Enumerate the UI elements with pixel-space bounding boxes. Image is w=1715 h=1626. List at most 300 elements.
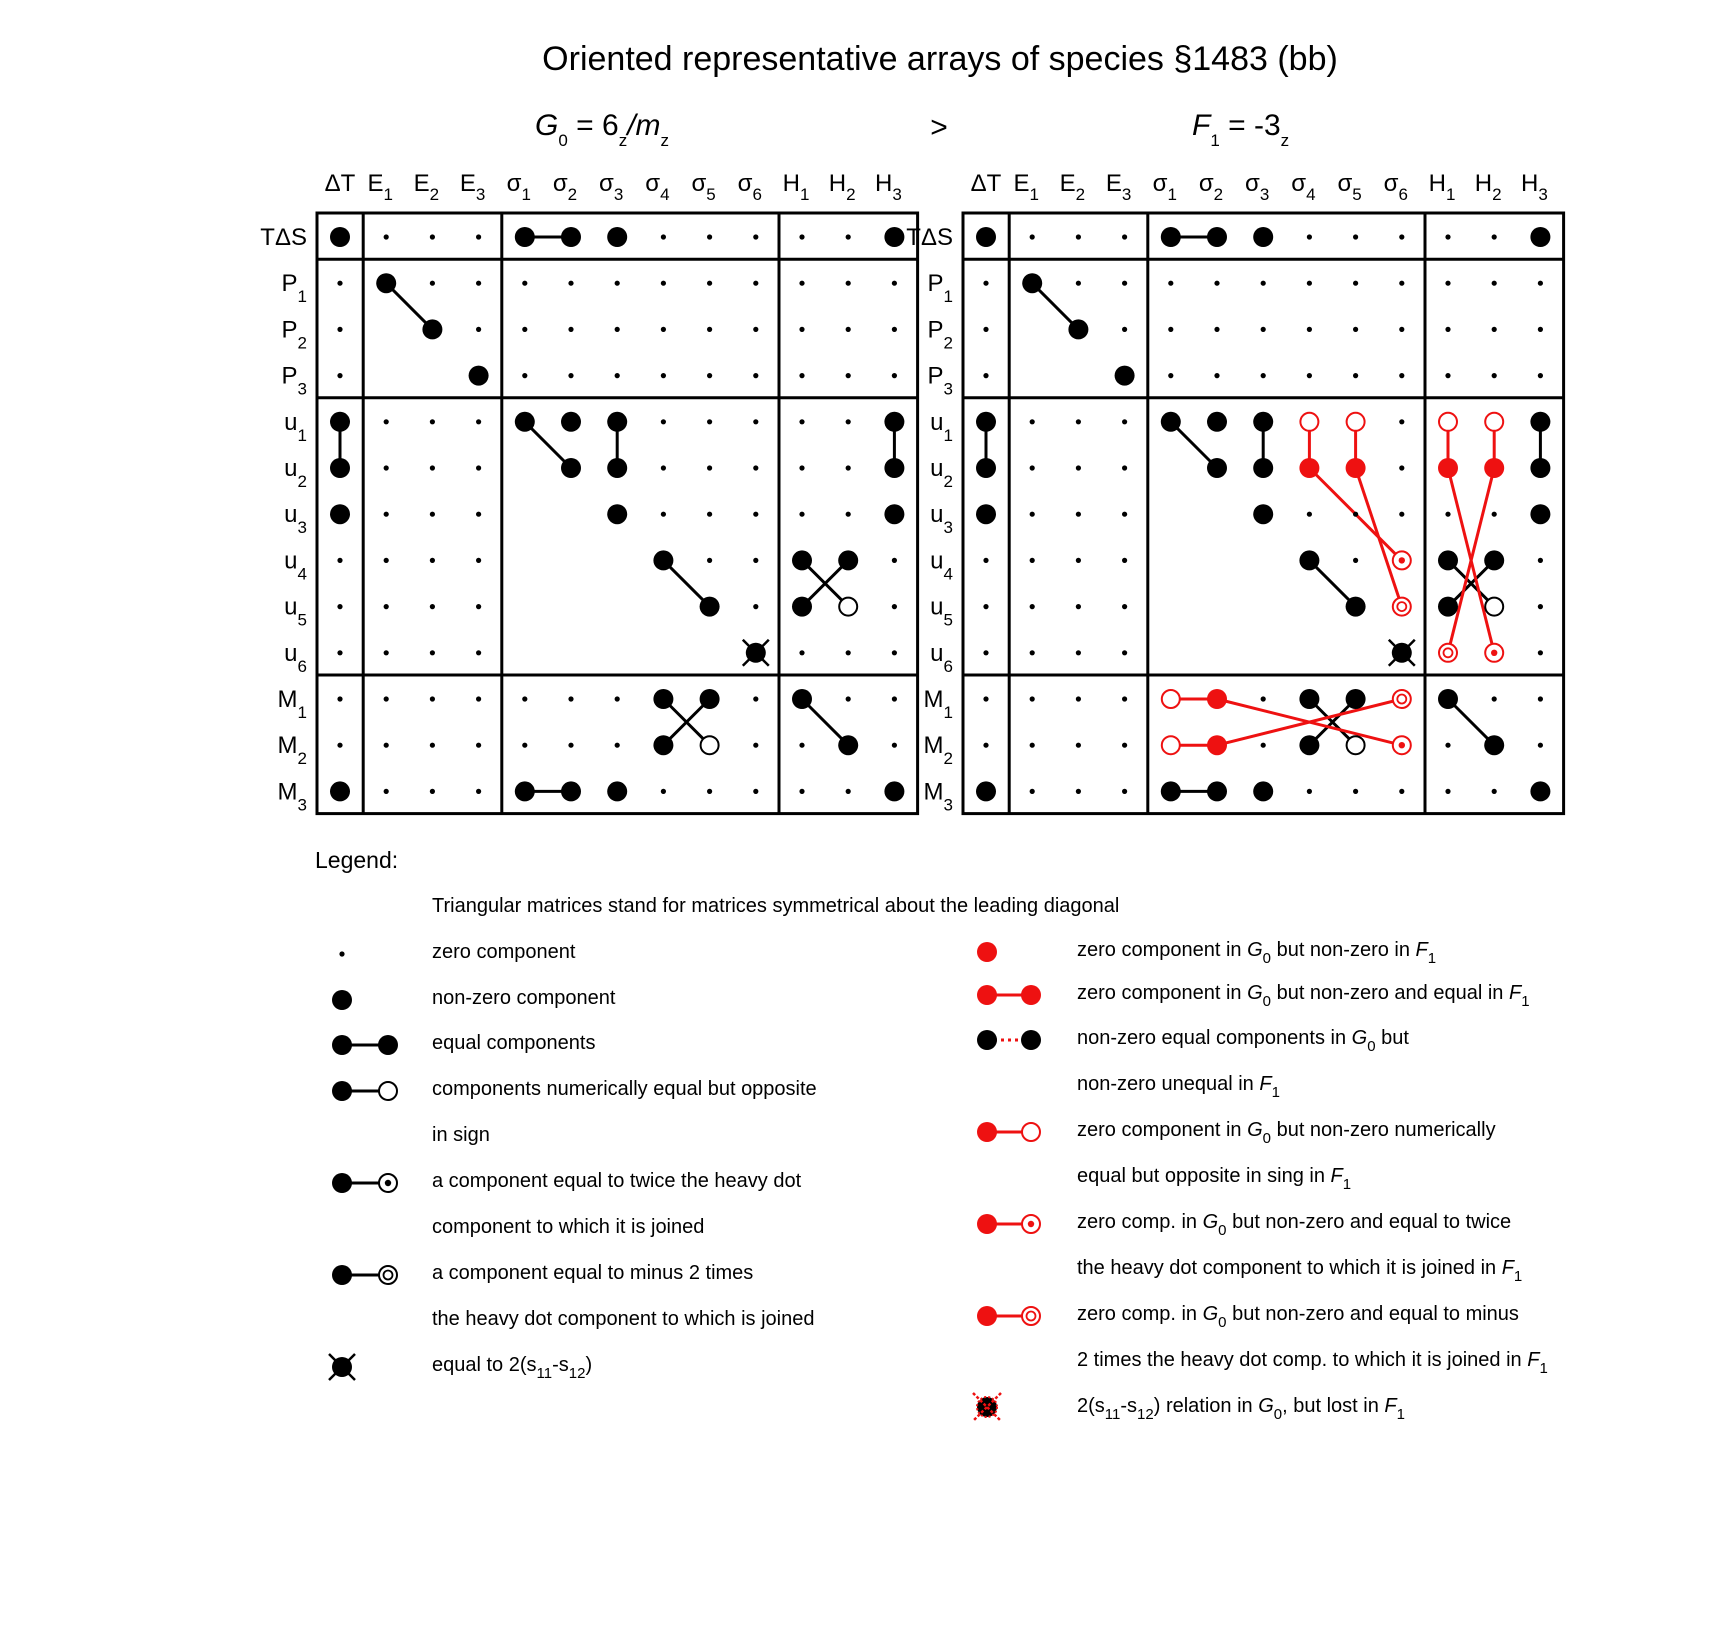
cell-left-r5-c12: [884, 458, 904, 478]
cell-right-r3-c4: [1168, 373, 1173, 378]
cell-left-r11-c10: [799, 743, 804, 748]
cell-left-r9-c1: [384, 650, 389, 655]
cell-right-r10-c6: [1261, 696, 1266, 701]
cell-right-r7-c10: [1438, 550, 1458, 570]
cell-right-r10-c5: [1207, 689, 1227, 709]
legend-r-zm2-text-1: zero comp. in $G_0$ but non-zero and equal to minus: [1077, 1303, 1519, 1331]
col-label-right-11: $H_2$: [1474, 170, 1502, 204]
cell-right-r11-c1: [1030, 743, 1035, 748]
cell-left-r8-c10: [792, 597, 812, 617]
legend-r-zero-nz-text: zero component in $G_0$ but non-zero in $F_1$: [1077, 939, 1437, 967]
cell-left-r10-c10: [792, 689, 812, 709]
cell-left-r5-c6: [607, 458, 627, 478]
cell-right-r5-c2: [1076, 465, 1081, 470]
cell-left-r6-c0: [330, 504, 350, 524]
cell-right-r1-c4: [1168, 281, 1173, 286]
legend-r-zopp-text-2: equal but opposite in sing in $F_1$: [1077, 1165, 1352, 1193]
cell-right-r9-c0: [983, 650, 988, 655]
cell-right-r12-c11: [1492, 789, 1497, 794]
cell-right-r9-c10: [1439, 644, 1457, 662]
legend-opposite-text-2: in sign: [432, 1124, 490, 1146]
col-label-left-5: $\sigma_2$: [552, 170, 578, 204]
cell-right-r0-c5: [1207, 227, 1227, 247]
cell-left-r3-c7: [661, 373, 666, 378]
cell-left-r7-c3: [476, 558, 481, 563]
legend-xdot-text: equal to $2(s_{11}-s_{12})$: [432, 1354, 593, 1382]
cell-left-r12-c4: [515, 781, 535, 801]
cell-right-r0-c8: [1353, 234, 1358, 239]
cell-left-r6-c8: [707, 512, 712, 517]
cell-left-r1-c0: [337, 281, 342, 286]
cell-right-r2-c12: [1538, 327, 1543, 332]
cell-right-r0-c11: [1492, 234, 1497, 239]
cell-left-r3-c6: [615, 373, 620, 378]
cell-right-r8-c12: [1538, 604, 1543, 609]
row-label-left-9: $u_6$: [284, 639, 307, 676]
cell-left-r10-c2: [430, 696, 435, 701]
cell-left-r0-c12: [884, 227, 904, 247]
cell-left-r11-c6: [615, 743, 620, 748]
cell-right-r3-c12: [1538, 373, 1543, 378]
legend-sym-red-equal-b: [1021, 985, 1041, 1005]
cell-left-r10-c4: [522, 696, 527, 701]
cell-right-r12-c5: [1207, 781, 1227, 801]
legend-minus2-text-1: a component equal to minus 2 times: [432, 1262, 754, 1284]
cell-left-r6-c12: [884, 504, 904, 524]
header-right: $F_1 = -3_z$: [1192, 109, 1290, 150]
cell-right-r11-c3: [1122, 743, 1127, 748]
cell-right-r1-c8: [1353, 281, 1358, 286]
cell-left-r7-c2: [430, 558, 435, 563]
cell-right-r11-c2: [1076, 743, 1081, 748]
cell-right-r0-c6: [1253, 227, 1273, 247]
cell-left-r0-c2: [430, 234, 435, 239]
row-label-right-4: $u_1$: [930, 408, 953, 445]
cell-right-r8-c8: [1346, 597, 1366, 617]
row-label-left-1: $P_1$: [281, 270, 307, 307]
row-label-right-6: $u_3$: [930, 501, 953, 538]
cell-right-r12-c8: [1353, 789, 1358, 794]
legend-r-zopp-text-1: zero component in $G_0$ but non-zero numerically: [1077, 1119, 1496, 1147]
cell-left-r4-c6: [607, 412, 627, 432]
legend-sym-red-twice-a: [977, 1214, 997, 1234]
col-label-left-10: $H_1$: [782, 170, 810, 204]
cell-right-r7-c11: [1484, 550, 1504, 570]
col-label-right-4: $\sigma_1$: [1152, 170, 1177, 204]
cell-left-r4-c3: [476, 419, 481, 424]
cell-right-r6-c2: [1076, 512, 1081, 517]
header-relation: >: [930, 111, 948, 144]
cell-left-r0-c5: [561, 227, 581, 247]
cell-left-r8-c3: [476, 604, 481, 609]
row-label-right-8: $u_5$: [930, 593, 953, 630]
figure-title: Oriented representative arrays of species §1483 (bb): [542, 40, 1338, 78]
col-label-right-0: ΔT: [970, 170, 1002, 197]
cell-left-r1-c12: [892, 281, 897, 286]
cell-right-r11-c10: [1445, 743, 1450, 748]
cell-left-r7-c8: [707, 558, 712, 563]
cell-right-r12-c10: [1445, 789, 1450, 794]
row-label-left-10: $M_1$: [277, 686, 307, 722]
cell-right-r2-c8: [1353, 327, 1358, 332]
cell-left-r9-c11: [846, 650, 851, 655]
cell-left-r4-c9: [753, 419, 758, 424]
cell-left-r4-c5: [561, 412, 581, 432]
cell-left-r4-c0: [330, 412, 350, 432]
cell-right-r2-c2: [1068, 319, 1088, 339]
cell-right-r2-c7: [1307, 327, 1312, 332]
cell-right-r3-c3: [1115, 366, 1135, 386]
cell-right-r2-c3: [1122, 327, 1127, 332]
cell-right-r6-c1: [1030, 512, 1035, 517]
col-label-right-8: $\sigma_5$: [1337, 170, 1362, 204]
row-label-left-8: $u_5$: [284, 593, 307, 630]
cell-right-r3-c6: [1261, 373, 1266, 378]
cell-left-r9-c3: [476, 650, 481, 655]
col-label-left-8: $\sigma_5$: [691, 170, 716, 204]
cell-right-r5-c9: [1399, 465, 1404, 470]
cell-left-r6-c10: [799, 512, 804, 517]
legend-sym-twice-a: [332, 1173, 352, 1193]
cell-left-r1-c10: [799, 281, 804, 286]
cell-right-r1-c10: [1445, 281, 1450, 286]
cell-left-r3-c5: [568, 373, 573, 378]
legend-sym-opposite-b: [379, 1082, 397, 1100]
cell-left-r1-c6: [615, 281, 620, 286]
cell-right-r6-c9: [1399, 512, 1404, 517]
cell-left-r12-c6: [607, 781, 627, 801]
cell-right-r9-c3: [1122, 650, 1127, 655]
cell-right-r4-c11: [1485, 413, 1503, 431]
cell-right-r0-c2: [1076, 234, 1081, 239]
cell-right-r10-c10: [1438, 689, 1458, 709]
cell-right-r1-c7: [1307, 281, 1312, 286]
row-label-right-3: $P_3$: [927, 362, 953, 399]
cell-right-r11-c0: [983, 743, 988, 748]
cell-left-r9-c0: [337, 650, 342, 655]
cell-left-r12-c1: [384, 789, 389, 794]
cell-right-r6-c8: [1353, 512, 1358, 517]
cell-left-r11-c5: [568, 743, 573, 748]
cell-right-r4-c9: [1399, 419, 1404, 424]
cell-right-r5-c7: [1299, 458, 1319, 478]
legend-sym-unequal-a: [977, 1030, 997, 1050]
legend-sym-red-nonzero: [977, 942, 997, 962]
cell-left-r4-c8: [707, 419, 712, 424]
cell-left-r8-c12: [892, 604, 897, 609]
cell-left-r3-c8: [707, 373, 712, 378]
row-label-left-12: $M_3$: [277, 778, 307, 815]
cell-left-r3-c10: [799, 373, 804, 378]
cell-right-r4-c12: [1530, 412, 1550, 432]
cell-right-r4-c10: [1439, 413, 1457, 431]
cell-right-r6-c3: [1122, 512, 1127, 517]
cell-right-r0-c9: [1399, 234, 1404, 239]
cell-left-r1-c1: [376, 273, 396, 293]
cell-left-r7-c0: [337, 558, 342, 563]
cell-right-r2-c0: [983, 327, 988, 332]
cell-left-r0-c7: [661, 234, 666, 239]
cell-left-r10-c0: [337, 696, 342, 701]
cell-left-r2-c7: [661, 327, 666, 332]
legend-nonzero-text: non-zero component: [432, 987, 616, 1009]
col-label-left-2: $E_2$: [413, 170, 440, 204]
cell-left-r9-c12: [892, 650, 897, 655]
cell-right-r12-c3: [1122, 789, 1127, 794]
cell-right-r6-c11: [1492, 512, 1497, 517]
cell-left-r7-c12: [892, 558, 897, 563]
cell-right-r8-c0: [983, 604, 988, 609]
cell-left-r1-c2: [430, 281, 435, 286]
cell-right-r1-c6: [1261, 281, 1266, 286]
cell-right-r0-c4: [1161, 227, 1181, 247]
cell-left-r1-c5: [568, 281, 573, 286]
cell-right-r11-c5: [1207, 735, 1227, 755]
cell-left-r12-c3: [476, 789, 481, 794]
cell-left-r10-c11: [846, 696, 851, 701]
cell-right-r4-c0: [976, 412, 996, 432]
matrix-left: [260, 170, 917, 814]
cell-left-r5-c8: [707, 465, 712, 470]
cell-right-r4-c6: [1253, 412, 1273, 432]
row-label-right-7: $u_4$: [930, 547, 953, 584]
cell-right-r12-c6: [1253, 781, 1273, 801]
row-label-left-11: $M_2$: [277, 732, 307, 769]
cell-left-r12-c10: [799, 789, 804, 794]
cell-left-r10-c7: [653, 689, 673, 709]
cell-left-r2-c12: [892, 327, 897, 332]
col-label-left-0: ΔT: [324, 170, 356, 197]
cell-left-r0-c11: [846, 234, 851, 239]
col-label-right-5: $\sigma_2$: [1198, 170, 1224, 204]
cell-left-r5-c2: [430, 465, 435, 470]
cell-right-r7-c0: [983, 558, 988, 563]
cell-right-r12-c7: [1307, 789, 1312, 794]
cell-right-r10-c1: [1030, 696, 1035, 701]
cell-left-r11-c12: [892, 743, 897, 748]
cell-right-r0-c10: [1445, 234, 1450, 239]
legend-sym-twice-b-center: [385, 1180, 391, 1186]
col-label-left-3: $E_3$: [459, 170, 486, 204]
cell-right-r5-c5: [1207, 458, 1227, 478]
cell-right-r7-c2: [1076, 558, 1081, 563]
cell-right-r11-c9-center: [1399, 742, 1405, 748]
cell-right-r3-c5: [1214, 373, 1219, 378]
legend: [315, 847, 1548, 1423]
cell-left-r6-c2: [430, 512, 435, 517]
legend-r-neq-text-2: non-zero unequal in $F_1$: [1077, 1073, 1280, 1101]
cell-right-r1-c5: [1214, 281, 1219, 286]
cell-left-r3-c0: [337, 373, 342, 378]
cell-right-r11-c12: [1538, 743, 1543, 748]
legend-twice-text-1: a component equal to twice the heavy dot: [432, 1170, 802, 1192]
cell-left-r3-c11: [846, 373, 851, 378]
cell-left-r2-c5: [568, 327, 573, 332]
cell-right-r3-c0: [983, 373, 988, 378]
cell-right-r12-c9: [1399, 789, 1404, 794]
cell-right-r11-c6: [1261, 743, 1266, 748]
legend-sym-red-equal-a: [977, 985, 997, 1005]
cell-right-r7-c9-center: [1399, 557, 1405, 563]
matrix-right: [906, 170, 1563, 814]
cell-right-r7-c7: [1299, 550, 1319, 570]
cell-left-r4-c10: [799, 419, 804, 424]
cell-left-r11-c3: [476, 743, 481, 748]
cell-right-r6-c12: [1530, 504, 1550, 524]
legend-equal-text: equal components: [432, 1032, 596, 1054]
cell-right-r11-c4: [1162, 736, 1180, 754]
cell-right-r4-c7: [1300, 413, 1318, 431]
cell-left-r5-c10: [799, 465, 804, 470]
cell-right-r5-c11: [1484, 458, 1504, 478]
legend-sym-minus2-a: [332, 1265, 352, 1285]
cell-left-r12-c2: [430, 789, 435, 794]
cell-left-r12-c12: [884, 781, 904, 801]
cell-left-r0-c10: [799, 234, 804, 239]
cell-right-r3-c7: [1307, 373, 1312, 378]
row-label-right-10: $M_1$: [923, 686, 953, 722]
cell-left-r7-c10: [792, 550, 812, 570]
cell-right-r6-c6: [1253, 504, 1273, 524]
row-label-left-6: $u_3$: [284, 501, 307, 538]
cell-left-r8-c2: [430, 604, 435, 609]
cell-right-r11-c7: [1299, 735, 1319, 755]
cell-right-r6-c0: [976, 504, 996, 524]
cell-left-r1-c3: [476, 281, 481, 286]
cell-right-r11-c8: [1347, 736, 1365, 754]
legend-sym-red-minus2-a: [977, 1306, 997, 1326]
cell-right-r8-c9: [1393, 598, 1411, 616]
cell-left-r0-c4: [515, 227, 535, 247]
cell-left-r11-c11: [838, 735, 858, 755]
cell-right-r4-c5: [1207, 412, 1227, 432]
legend-sym-zero: [339, 951, 344, 956]
cell-left-r7-c1: [384, 558, 389, 563]
cell-right-r12-c4: [1161, 781, 1181, 801]
cell-left-r10-c9: [753, 696, 758, 701]
cell-left-r4-c11: [846, 419, 851, 424]
legend-sym-opposite-a: [332, 1081, 352, 1101]
cell-right-r1-c11: [1492, 281, 1497, 286]
cell-right-r10-c8: [1346, 689, 1366, 709]
cell-left-r4-c7: [661, 419, 666, 424]
cell-right-r8-c1: [1030, 604, 1035, 609]
legend-sym-red-opposite-a: [977, 1122, 997, 1142]
cell-right-r7-c3: [1122, 558, 1127, 563]
cell-left-r5-c3: [476, 465, 481, 470]
legend-sym-red-minus2-b: [1022, 1307, 1040, 1325]
cell-right-r10-c2: [1076, 696, 1081, 701]
cell-right-r1-c12: [1538, 281, 1543, 286]
col-label-right-9: $\sigma_6$: [1383, 170, 1408, 204]
legend-sym-equal-b: [378, 1035, 398, 1055]
cell-right-r11-c11: [1484, 735, 1504, 755]
cell-right-r3-c10: [1445, 373, 1450, 378]
cell-right-r5-c1: [1030, 465, 1035, 470]
row-label-right-0: TΔS: [906, 224, 953, 251]
cell-left-r1-c7: [661, 281, 666, 286]
cell-left-r6-c7: [661, 512, 666, 517]
cell-right-r7-c8: [1353, 558, 1358, 563]
legend-title: Legend:: [315, 847, 399, 873]
cell-right-r3-c11: [1492, 373, 1497, 378]
row-label-right-9: $u_6$: [930, 639, 953, 676]
cell-left-r0-c0: [330, 227, 350, 247]
cell-right-r9-c2: [1076, 650, 1081, 655]
legend-sym-red-opposite-b: [1022, 1123, 1040, 1141]
cell-left-r1-c8: [707, 281, 712, 286]
cell-left-r11-c9: [753, 743, 758, 748]
legend-r-ztw-text-1: zero comp. in $G_0$ but non-zero and equal to twice: [1077, 1211, 1512, 1239]
row-label-right-2: $P_2$: [927, 316, 953, 353]
cell-right-r5-c6: [1253, 458, 1273, 478]
col-label-left-11: $H_2$: [828, 170, 856, 204]
cell-right-r12-c2: [1076, 789, 1081, 794]
cell-left-r11-c8: [701, 736, 719, 754]
cell-right-r4-c3: [1122, 419, 1127, 424]
cell-left-r6-c11: [846, 512, 851, 517]
cell-left-r5-c7: [661, 465, 666, 470]
cell-left-r7-c7: [653, 550, 673, 570]
legend-minus2-text-2: the heavy dot component to which is joined: [432, 1308, 815, 1330]
cell-left-r12-c11: [846, 789, 851, 794]
row-label-right-1: $P_1$: [927, 270, 953, 307]
cell-right-r10-c11: [1492, 696, 1497, 701]
cell-left-r12-c0: [330, 781, 350, 801]
col-label-right-2: $E_2$: [1059, 170, 1086, 204]
legend-twice-text-2: component to which it is joined: [432, 1216, 705, 1238]
cell-right-r8-c11: [1485, 598, 1503, 616]
cell-left-r3-c3: [469, 366, 489, 386]
cell-left-r7-c9: [753, 558, 758, 563]
cell-left-r7-c11: [838, 550, 858, 570]
cell-left-r12-c9: [753, 789, 758, 794]
cell-right-r1-c2: [1076, 281, 1081, 286]
cell-left-r6-c6: [607, 504, 627, 524]
cell-left-r5-c0: [330, 458, 350, 478]
cell-left-r2-c8: [707, 327, 712, 332]
header-left: $G_0 = 6_z/m_z$: [535, 109, 670, 150]
row-label-left-0: TΔS: [260, 224, 307, 251]
legend-zero-text: zero component: [432, 941, 576, 963]
legend-sym-equal-a: [332, 1035, 352, 1055]
row-label-right-12: $M_3$: [923, 778, 953, 815]
cell-right-r8-c10: [1438, 597, 1458, 617]
legend-r-zm2-text-2: 2 times the heavy dot comp. to which it is joined in $F_1$: [1077, 1349, 1548, 1377]
cell-right-r0-c1: [1030, 234, 1035, 239]
cell-left-r10-c3: [476, 696, 481, 701]
cell-right-r0-c0: [976, 227, 996, 247]
legend-r-zero-eq-text: zero component in $G_0$ but non-zero and equal in $F_1$: [1077, 982, 1530, 1010]
cell-right-r10-c0: [983, 696, 988, 701]
row-label-left-3: $P_3$: [281, 362, 307, 399]
cell-left-r2-c9: [753, 327, 758, 332]
cell-left-r5-c9: [753, 465, 758, 470]
cell-left-r5-c11: [846, 465, 851, 470]
cell-left-r4-c4: [515, 412, 535, 432]
col-label-right-12: $H_3$: [1520, 170, 1548, 204]
legend-sym-unequal-b: [1021, 1030, 1041, 1050]
cell-right-r1-c9: [1399, 281, 1404, 286]
legend-right-symbols: [973, 942, 1041, 1421]
cell-right-r2-c11: [1492, 327, 1497, 332]
cell-right-r5-c12: [1530, 458, 1550, 478]
cell-left-r8-c9: [753, 604, 758, 609]
cell-left-r2-c6: [615, 327, 620, 332]
col-label-right-10: $H_1$: [1428, 170, 1456, 204]
legend-r-ztw-text-2: the heavy dot component to which it is joined in $F_1$: [1077, 1257, 1523, 1285]
col-label-right-6: $\sigma_3$: [1245, 170, 1270, 204]
